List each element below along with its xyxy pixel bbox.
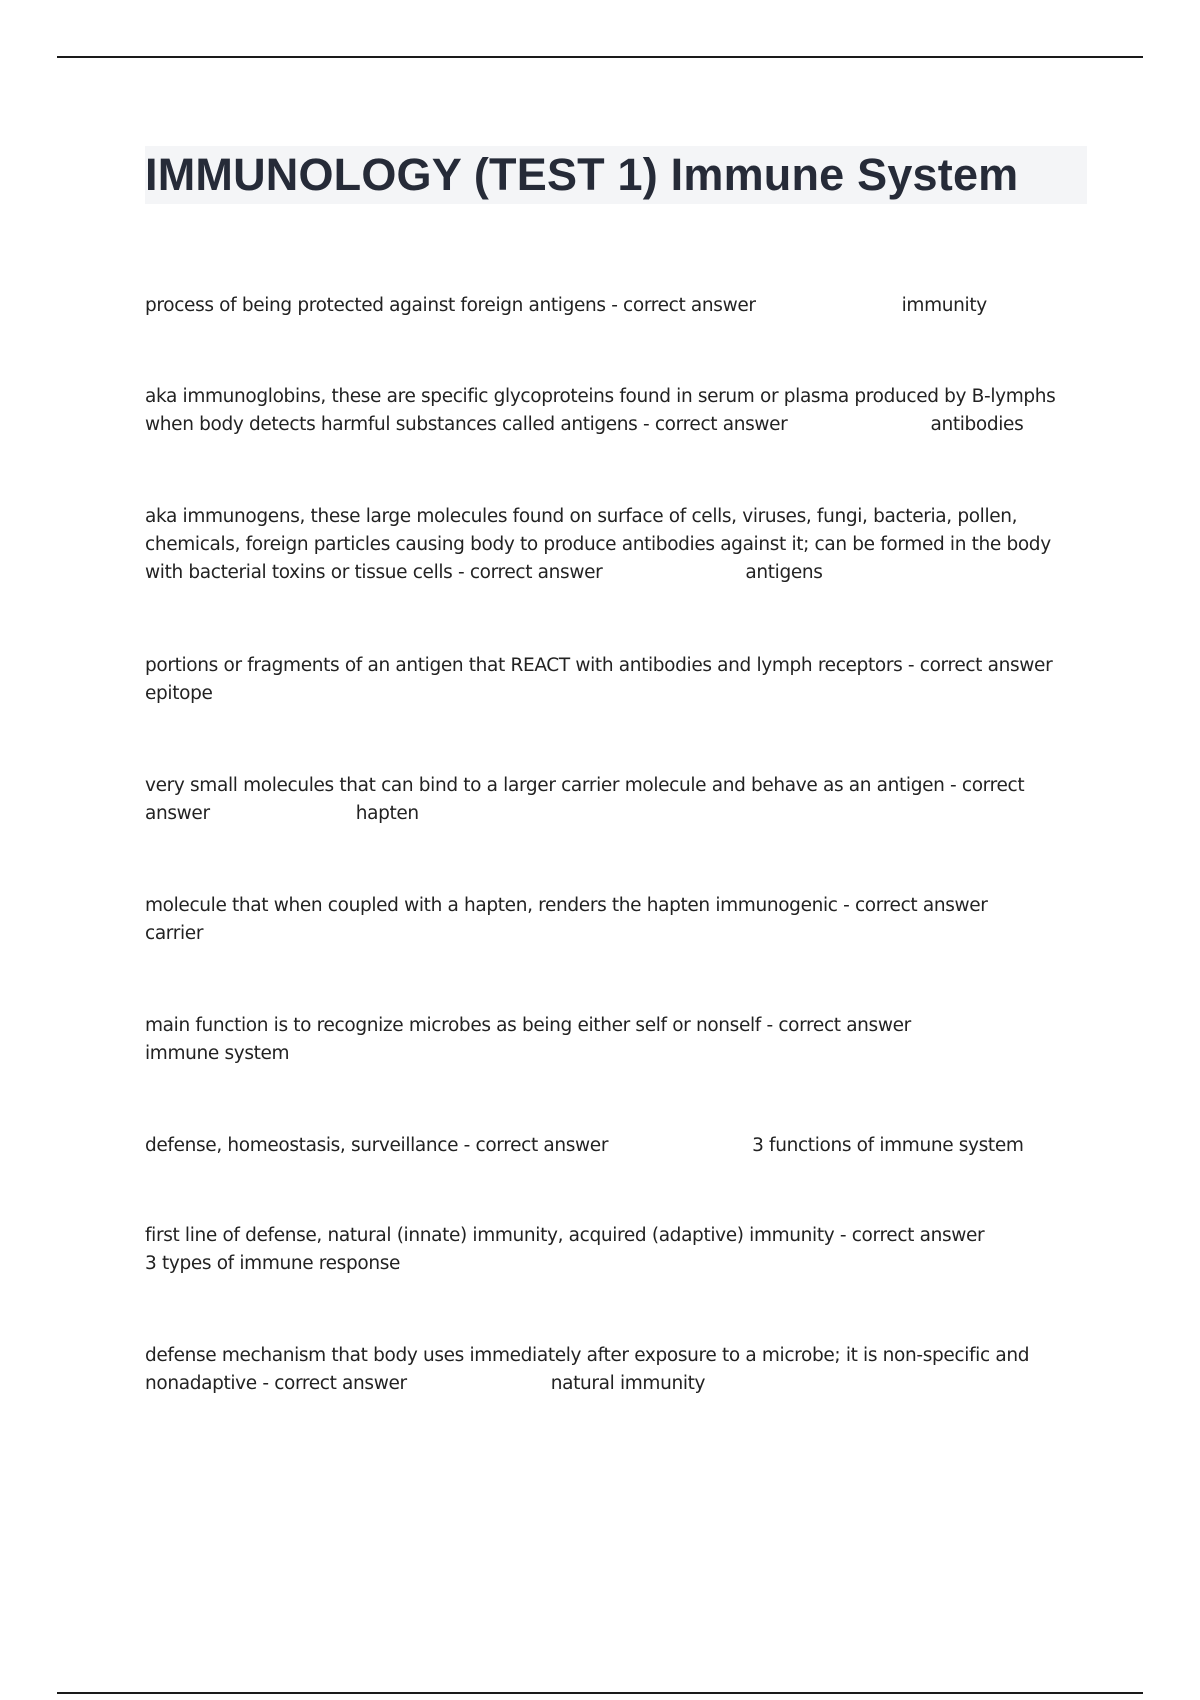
card-term-line: first line of defense, natural (innate) immunity, acquired (adaptive) immunity - correct answer xyxy=(145,1225,985,1246)
card-line xyxy=(145,1132,1075,1160)
card-line xyxy=(145,411,1075,439)
card-answer: natural immunity xyxy=(550,1373,706,1394)
card-answer: carrier xyxy=(145,923,204,944)
flashcard-antibodies xyxy=(145,383,1075,439)
flashcard-immunity xyxy=(145,292,1075,320)
flashcard-immune-system xyxy=(145,1012,1075,1068)
card-answer: immunity xyxy=(901,295,987,316)
card-term-line: aka immunogens, these large molecules found on surface of cells, viruses, fungi, bacteria, pollen, xyxy=(145,506,1018,527)
card-answer: antibodies xyxy=(930,414,1024,435)
flashcard-carrier xyxy=(145,892,1075,948)
card-term-line: molecule that when coupled with a hapten, renders the hapten immunogenic - correct answer xyxy=(145,895,988,916)
card-answer: antigens xyxy=(745,562,823,583)
flashcard-antigens xyxy=(145,503,1075,587)
page-title: IMMUNOLOGY (TEST 1) Immune System xyxy=(145,149,1019,200)
card-term: defense, homeostasis, surveillance - correct answer xyxy=(145,1135,609,1156)
card-term: nonadaptive - correct answer xyxy=(145,1373,407,1394)
flashcard-functions xyxy=(145,1132,1075,1160)
card-term: when body detects harmful substances called antigens - correct answer xyxy=(145,414,788,435)
card-term-line: aka immunoglobins, these are specific glycoproteins found in serum or plasma produced by B-lymphs xyxy=(145,386,1056,407)
card-answer: hapten xyxy=(355,803,419,824)
card-line xyxy=(145,559,1075,587)
card-term-line: chemicals, foreign particles causing body to produce antibodies against it; can be formed in the body xyxy=(145,534,1051,555)
flashcard-list xyxy=(145,0,1075,1700)
card-term: with bacterial toxins or tissue cells - correct answer xyxy=(145,562,603,583)
bottom-divider xyxy=(57,1692,1143,1694)
card-term-line: main function is to recognize microbes as being either self or nonself - correct answer xyxy=(145,1015,911,1036)
card-term: process of being protected against foreign antigens - correct answer xyxy=(145,295,756,316)
flashcard-epitope xyxy=(145,652,1075,708)
flashcard-immune-response xyxy=(145,1222,1075,1278)
flashcard-natural-immunity xyxy=(145,1342,1075,1398)
card-line xyxy=(145,292,1075,320)
card-answer: 3 types of immune response xyxy=(145,1253,401,1274)
card-line xyxy=(145,800,1075,828)
flashcard-hapten xyxy=(145,772,1075,828)
card-term-line: very small molecules that can bind to a larger carrier molecule and behave as an antigen - correct xyxy=(145,775,1025,796)
card-term: answer xyxy=(145,803,210,824)
card-answer: immune system xyxy=(145,1043,290,1064)
card-answer: epitope xyxy=(145,683,213,704)
card-term-line: portions or fragments of an antigen that REACT with antibodies and lymph receptors - correct answer xyxy=(145,655,1053,676)
card-line xyxy=(145,1370,1075,1398)
card-term-line: defense mechanism that body uses immediately after exposure to a microbe; it is non-specific and xyxy=(145,1345,1030,1366)
card-answer: 3 functions of immune system xyxy=(752,1135,1024,1156)
